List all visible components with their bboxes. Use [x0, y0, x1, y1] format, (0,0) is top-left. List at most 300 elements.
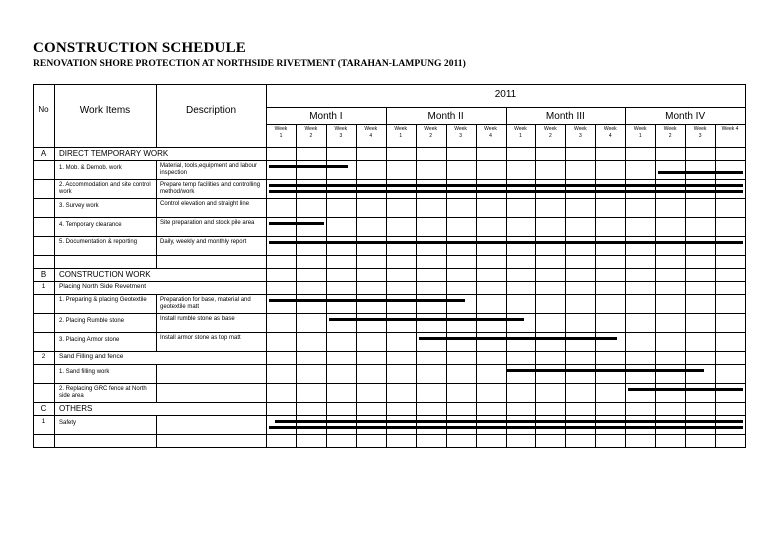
item-description: Site preparation and stock pile area	[160, 220, 255, 226]
grid-line-v	[685, 160, 686, 179]
grid-line-h	[33, 351, 746, 352]
grid-line-v	[54, 415, 55, 434]
grid-line-v	[625, 107, 626, 447]
grid-line-v	[326, 268, 327, 281]
week-number: 1	[279, 133, 283, 139]
grid-line-v	[655, 217, 656, 236]
grid-line-v	[156, 236, 157, 255]
grid-line-v	[655, 383, 656, 402]
grid-line-v	[715, 281, 716, 294]
grid-line-h	[33, 281, 746, 282]
grid-line-v	[326, 217, 327, 236]
grid-line-h	[33, 268, 746, 269]
grid-line-v	[416, 147, 417, 160]
grid-line-v	[446, 124, 447, 147]
grid-line-v	[685, 124, 686, 147]
gantt-bar	[269, 165, 348, 168]
grid-line-v	[655, 179, 656, 198]
grid-line-v	[715, 160, 716, 179]
work-item: 1. Mob. & Demob. work	[59, 165, 122, 171]
week-header: Week	[693, 126, 707, 132]
grid-line-v	[266, 294, 267, 313]
grid-line-v	[156, 434, 157, 447]
grid-line-h	[33, 447, 746, 448]
gantt-bar	[329, 318, 525, 321]
grid-line-v	[156, 179, 157, 198]
grid-line-v	[266, 415, 267, 434]
grid-line-v	[266, 383, 267, 402]
grid-line-v	[476, 313, 477, 332]
grid-line-v	[565, 124, 566, 147]
work-item: 3. Placing Armor stone	[59, 337, 120, 343]
grid-line-v	[266, 179, 267, 198]
grid-line-v	[296, 364, 297, 383]
grid-line-h	[33, 198, 746, 199]
grid-line-v	[595, 160, 596, 179]
grid-line-v	[476, 402, 477, 415]
week-header: Week	[514, 126, 527, 132]
week-number: 2	[309, 133, 313, 139]
schedule-title: CONSTRUCTION SCHEDULE	[33, 40, 246, 56]
grid-line-v	[356, 281, 357, 294]
grid-line-v	[446, 160, 447, 179]
grid-line-v	[565, 332, 566, 351]
item-description: Install armor stone as top matt	[160, 335, 241, 341]
grid-line-v	[296, 179, 297, 198]
week-header: Week	[663, 126, 677, 132]
grid-line-v	[266, 332, 267, 351]
week-header: Week	[274, 126, 288, 132]
group-number: 1	[41, 283, 46, 290]
grid-line-v	[535, 364, 536, 383]
item-description: Preparation for base, material and geotextile matt	[160, 297, 251, 310]
grid-line-v	[326, 415, 327, 434]
grid-line-v	[535, 268, 536, 281]
grid-line-h	[33, 236, 746, 237]
grid-line-v	[655, 147, 656, 160]
grid-line-v	[535, 313, 536, 332]
grid-line-v	[685, 179, 686, 198]
grid-line-v	[266, 281, 267, 294]
grid-line-v	[685, 364, 686, 383]
grid-line-v	[565, 198, 566, 217]
grid-line-v	[356, 434, 357, 447]
grid-line-v	[296, 217, 297, 236]
gantt-bar	[275, 420, 743, 423]
grid-line-v	[715, 179, 716, 198]
grid-line-v	[54, 434, 55, 447]
grid-line-v	[476, 294, 477, 313]
group-label: Sand Filling and fence	[59, 353, 124, 360]
work-item: 1. Sand filling work	[59, 369, 110, 375]
grid-line-v	[416, 415, 417, 434]
grid-line-v	[326, 179, 327, 198]
section-label: OTHERS	[59, 404, 93, 413]
grid-line-h	[33, 402, 746, 403]
grid-line-v	[416, 351, 417, 364]
section-number: B	[40, 270, 47, 279]
grid-line-v	[535, 255, 536, 268]
grid-line-v	[715, 415, 716, 434]
grid-line-v	[446, 255, 447, 268]
week-header: Week	[394, 126, 408, 132]
grid-line-v	[296, 198, 297, 217]
grid-line-v	[296, 268, 297, 281]
grid-line-v	[685, 402, 686, 415]
week-number: 3	[578, 133, 582, 139]
grid-line-v	[745, 84, 746, 448]
week-number: 2	[549, 133, 552, 139]
grid-line-v	[296, 255, 297, 268]
grid-line-v	[476, 147, 477, 160]
grid-line-v	[54, 179, 55, 198]
grid-line-v	[33, 84, 34, 448]
grid-line-v	[266, 434, 267, 447]
grid-line-v	[715, 255, 716, 268]
grid-line-v	[595, 179, 596, 198]
grid-line-v	[266, 147, 267, 160]
grid-line-v	[476, 268, 477, 281]
grid-line-v	[446, 402, 447, 415]
section-number: A	[40, 149, 47, 158]
grid-line-v	[326, 434, 327, 447]
grid-line-v	[156, 364, 157, 383]
work-item: 4. Temporary clearance	[59, 222, 122, 228]
week-header: Week	[544, 126, 557, 132]
item-description: Prepare temp facilities and controlling method/work	[160, 182, 261, 195]
grid-line-v	[156, 217, 157, 236]
gantt-bar	[269, 299, 465, 302]
grid-line-v	[156, 332, 157, 351]
grid-line-v	[446, 268, 447, 281]
grid-line-v	[54, 281, 55, 294]
grid-line-v	[715, 402, 716, 415]
grid-line-v	[54, 383, 55, 402]
grid-line-v	[296, 124, 297, 147]
grid-line-v	[476, 198, 477, 217]
week-number: 4	[489, 133, 492, 139]
group-label: Placing North Side Revetment	[59, 283, 147, 290]
grid-line-v	[446, 313, 447, 332]
grid-line-v	[266, 236, 267, 255]
grid-line-v	[326, 383, 327, 402]
grid-line-v	[54, 84, 55, 147]
grid-line-v	[296, 351, 297, 364]
grid-line-v	[655, 160, 656, 179]
grid-line-v	[595, 313, 596, 332]
gantt-bar	[419, 337, 618, 340]
grid-line-v	[595, 217, 596, 236]
grid-line-v	[715, 332, 716, 351]
grid-line-v	[535, 351, 536, 364]
grid-line-v	[476, 383, 477, 402]
week-number: 1	[399, 133, 403, 139]
grid-line-v	[156, 160, 157, 179]
grid-line-v	[266, 255, 267, 268]
grid-line-v	[296, 236, 297, 255]
grid-line-v	[715, 294, 716, 313]
grid-line-v	[476, 160, 477, 179]
grid-line-v	[565, 313, 566, 332]
grid-line-v	[655, 313, 656, 332]
grid-line-v	[655, 124, 656, 147]
grid-line-v	[565, 402, 566, 415]
grid-line-v	[685, 147, 686, 160]
grid-line-v	[476, 236, 477, 255]
grid-line-v	[685, 294, 686, 313]
week-number: 1	[638, 133, 642, 139]
grid-line-v	[416, 434, 417, 447]
week-number: 3	[459, 133, 462, 139]
grid-line-v	[446, 281, 447, 294]
grid-line-v	[356, 124, 357, 147]
grid-line-v	[715, 364, 716, 383]
work-item: 2. Accommodation and site control work	[59, 182, 151, 195]
grid-line-v	[446, 383, 447, 402]
grid-line-v	[416, 217, 417, 236]
grid-line-v	[296, 332, 297, 351]
grid-line-v	[356, 415, 357, 434]
grid-line-v	[476, 415, 477, 434]
grid-line-v	[356, 147, 357, 160]
grid-line-v	[416, 281, 417, 294]
grid-line-v	[326, 332, 327, 351]
grid-line-v	[326, 147, 327, 160]
grid-line-v	[416, 402, 417, 415]
grid-line-v	[565, 383, 566, 402]
grid-line-v	[715, 351, 716, 364]
header-year: 2011	[494, 89, 517, 100]
grid-line-v	[326, 402, 327, 415]
grid-line-v	[54, 236, 55, 255]
grid-line-v	[535, 179, 536, 198]
grid-line-v	[565, 351, 566, 364]
grid-line-v	[715, 198, 716, 217]
week-number: 1	[519, 133, 522, 139]
grid-line-v	[685, 281, 686, 294]
grid-line-v	[535, 294, 536, 313]
grid-line-h	[33, 160, 746, 161]
grid-line-v	[565, 294, 566, 313]
grid-line-v	[296, 415, 297, 434]
work-item: 2. Placing Rumble stone	[59, 318, 125, 324]
grid-line-v	[326, 281, 327, 294]
month-header: Month II	[427, 111, 464, 122]
section-number: C	[40, 404, 47, 413]
grid-line-v	[54, 268, 55, 281]
grid-line-v	[416, 255, 417, 268]
grid-line-v	[535, 434, 536, 447]
grid-line-v	[595, 402, 596, 415]
grid-line-v	[595, 332, 596, 351]
grid-line-v	[356, 332, 357, 351]
grid-line-v	[476, 255, 477, 268]
grid-line-h	[33, 364, 746, 365]
grid-line-h	[33, 179, 746, 180]
grid-line-v	[296, 294, 297, 313]
grid-line-h	[33, 255, 746, 256]
grid-line-v	[595, 198, 596, 217]
grid-line-h	[33, 313, 746, 314]
grid-line-v	[565, 147, 566, 160]
grid-line-v	[715, 313, 716, 332]
grid-line-v	[595, 255, 596, 268]
grid-line-v	[446, 415, 447, 434]
grid-line-v	[565, 434, 566, 447]
grid-line-v	[326, 313, 327, 332]
month-header: Month I	[309, 111, 343, 122]
grid-line-v	[326, 236, 327, 255]
grid-line-v	[416, 236, 417, 255]
grid-line-v	[156, 415, 157, 434]
grid-line-v	[356, 217, 357, 236]
grid-line-v	[595, 415, 596, 434]
grid-line-v	[326, 364, 327, 383]
grid-line-v	[535, 332, 536, 351]
grid-line-v	[416, 124, 417, 147]
grid-line-v	[476, 124, 477, 147]
grid-line-v	[655, 236, 656, 255]
grid-line-v	[565, 415, 566, 434]
grid-line-v	[655, 332, 656, 351]
grid-line-v	[416, 364, 417, 383]
grid-line-v	[685, 236, 686, 255]
grid-line-v	[535, 160, 536, 179]
grid-line-v	[476, 281, 477, 294]
grid-line-h	[33, 84, 746, 85]
grid-line-v	[296, 281, 297, 294]
grid-line-v	[416, 383, 417, 402]
grid-line-v	[156, 294, 157, 313]
grid-line-v	[356, 313, 357, 332]
grid-line-v	[535, 217, 536, 236]
grid-line-v	[356, 268, 357, 281]
grid-line-v	[565, 179, 566, 198]
grid-line-v	[565, 236, 566, 255]
grid-line-v	[655, 294, 656, 313]
grid-line-v	[446, 351, 447, 364]
grid-line-v	[266, 198, 267, 217]
grid-line-v	[266, 217, 267, 236]
week-number: 4	[608, 133, 612, 139]
grid-line-v	[685, 313, 686, 332]
grid-line-v	[296, 383, 297, 402]
grid-line-v	[565, 217, 566, 236]
grid-line-v	[266, 351, 267, 364]
grid-line-v	[655, 351, 656, 364]
grid-line-v	[446, 332, 447, 351]
work-item: 3. Survey work	[59, 203, 99, 209]
grid-line-v	[54, 217, 55, 236]
grid-line-v	[595, 281, 596, 294]
grid-line-v	[54, 332, 55, 351]
grid-line-v	[446, 147, 447, 160]
grid-line-v	[156, 383, 157, 402]
grid-line-v	[685, 217, 686, 236]
grid-line-v	[685, 415, 686, 434]
item-number: 1	[41, 418, 46, 425]
grid-line-v	[296, 402, 297, 415]
grid-line-v	[476, 434, 477, 447]
grid-line-v	[54, 294, 55, 313]
grid-line-v	[446, 236, 447, 255]
grid-line-v	[266, 402, 267, 415]
work-item: 2. Replacing GRC fence at North side area	[59, 386, 147, 399]
grid-line-v	[446, 364, 447, 383]
grid-line-v	[356, 236, 357, 255]
grid-line-h	[33, 147, 746, 148]
grid-line-v	[356, 255, 357, 268]
grid-line-v	[416, 198, 417, 217]
grid-line-h	[33, 294, 746, 295]
grid-line-v	[535, 383, 536, 402]
week-header: Week	[603, 126, 617, 132]
section-label: CONSTRUCTION WORK	[59, 270, 151, 279]
week-number: 3	[339, 133, 343, 139]
week-header: Week	[484, 126, 497, 132]
week-header: Week	[424, 126, 437, 132]
week-header: Week	[304, 126, 318, 132]
week-number: 3	[698, 133, 702, 139]
grid-line-v	[54, 351, 55, 364]
grid-line-v	[446, 198, 447, 217]
grid-line-h	[33, 217, 746, 218]
grid-line-v	[715, 124, 716, 147]
grid-line-v	[296, 147, 297, 160]
grid-line-v	[476, 179, 477, 198]
week-header: Week	[573, 126, 587, 132]
grid-line-v	[416, 313, 417, 332]
grid-line-v	[685, 383, 686, 402]
grid-line-v	[655, 255, 656, 268]
grid-line-v	[446, 217, 447, 236]
gantt-bar	[658, 171, 743, 174]
grid-line-v	[595, 268, 596, 281]
grid-line-v	[296, 160, 297, 179]
grid-line-v	[595, 294, 596, 313]
header-description: Description	[185, 105, 237, 116]
grid-line-v	[595, 383, 596, 402]
grid-line-v	[535, 281, 536, 294]
grid-line-v	[595, 147, 596, 160]
grid-line-v	[565, 255, 566, 268]
grid-line-v	[476, 217, 477, 236]
grid-line-v	[685, 198, 686, 217]
grid-line-v	[446, 294, 447, 313]
month-header: Month IV	[665, 111, 706, 122]
grid-line-v	[266, 313, 267, 332]
grid-line-v	[266, 160, 267, 179]
grid-line-v	[476, 364, 477, 383]
grid-line-v	[565, 364, 566, 383]
grid-line-v	[416, 179, 417, 198]
grid-line-v	[715, 268, 716, 281]
grid-line-v	[476, 351, 477, 364]
grid-line-v	[326, 198, 327, 217]
work-item: 1. Preparing & placing Geotextile	[59, 297, 147, 303]
grid-line-v	[535, 415, 536, 434]
grid-line-v	[356, 402, 357, 415]
grid-line-v	[506, 107, 507, 447]
grid-line-v	[326, 351, 327, 364]
grid-line-v	[326, 124, 327, 147]
grid-line-v	[356, 198, 357, 217]
grid-line-h	[33, 332, 746, 333]
item-description: Control elevation and straight line	[160, 201, 250, 207]
grid-line-v	[565, 281, 566, 294]
grid-line-v	[715, 236, 716, 255]
grid-line-v	[416, 294, 417, 313]
